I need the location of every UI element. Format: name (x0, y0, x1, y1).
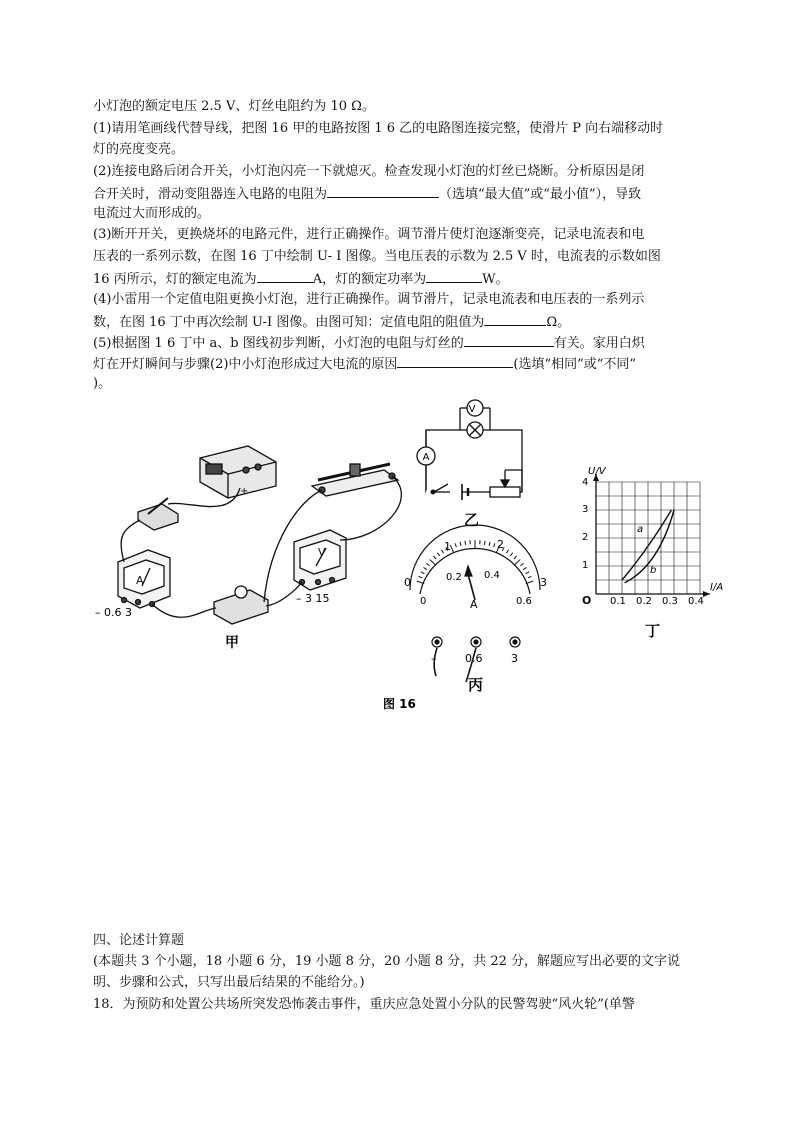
ammeter-terminal-labels: – 0.6 3 (95, 606, 132, 619)
dial-terminal-06: 0.6 (465, 652, 483, 665)
ammeter-symbol: A (136, 574, 144, 587)
dial-tick (426, 563, 429, 565)
ui-graph (593, 474, 710, 597)
q-part4-line1: (4)小雷用一个定值电阻更换小灯泡，进行正确操作。调节滑片，记录电流表和电压表的一系列示 (93, 292, 645, 307)
graph-origin: O (582, 594, 592, 607)
dial-scale-bottom-2: 0.4 (484, 570, 500, 581)
dial-scale-bottom-3: 0.6 (516, 596, 532, 607)
figure-16 (0, 390, 794, 730)
q-part3-line3-text-b: A，灯的额定功率为 (312, 272, 427, 287)
ammeter-physical (118, 550, 170, 608)
power-supply (200, 446, 276, 498)
dial-scale-top-2: 2 (497, 538, 504, 551)
graph-ytick-2: 2 (582, 532, 589, 543)
ui-graph-grid (596, 482, 700, 594)
dial-terminal-neg: – (431, 652, 437, 665)
dial-scale-top-3: 3 (540, 576, 547, 589)
intro-line: 小灯泡的额定电压 2.5 V、灯丝电阻约为 10 Ω。 (93, 99, 375, 114)
dial-tick (460, 542, 461, 546)
q-part2-line2-text-b: （选填“最大值”或“最小值”），导致 (439, 187, 642, 202)
dial-tick (526, 572, 529, 574)
answer-blank-resistor-value[interactable] (484, 311, 546, 326)
figure-caption: 图 16 (383, 697, 416, 711)
curve-a-line (622, 510, 671, 580)
svg-text:+ –: + – (240, 486, 257, 497)
q-part3-line2: 压表的一系列示数，在图 16 丁中绘制 U- I 图像。当电压表的示数为 2.5 V 时，电流表的示数如图 (93, 249, 661, 264)
dial-tick (419, 576, 423, 578)
ammeter-dial-ticks (417, 540, 534, 584)
dial-tick (455, 543, 456, 547)
q-part2-line1: (2)连接电路后闭合开关，小灯泡闪亮一下就熄灭。检查发现小灯泡的灯丝已烧断。分析原因是闭 (93, 164, 645, 179)
dial-tick (430, 560, 436, 565)
dial-tick (528, 576, 532, 578)
dial-tick (421, 572, 424, 574)
graph-ytick-4: 4 (582, 477, 589, 488)
dial-scale-top-1: 1 (444, 540, 451, 553)
graph-xtick-04: 0.4 (688, 596, 704, 607)
voltmeter-terminal-labels: – 3 15 (296, 592, 330, 605)
dial-scale-bottom-1: 0.2 (446, 572, 462, 583)
q-part5-line1-text-b: 有关。家用白炽 (553, 336, 645, 351)
dial-tick (520, 563, 523, 565)
graph-xtick-03: 0.3 (662, 596, 678, 607)
voltmeter-physical (294, 530, 346, 590)
q-part5-line3: )。 (93, 376, 112, 391)
q-part1-line1: (1)请用笔画线代替导线，把图 16 甲的电路按图 1 6 乙的电路图连接完整，使滑片 P 向右端移动时 (93, 121, 664, 136)
label-jia: 甲 (225, 635, 239, 651)
answer-blank-same-different[interactable] (397, 353, 513, 368)
switch (138, 498, 178, 530)
answer-blank-resistance[interactable] (327, 183, 439, 198)
graph-ytick-3: 3 (582, 504, 589, 515)
q-part1-line2: 灯的亮度变亮。 (93, 142, 185, 157)
label-yi: 乙 (464, 511, 480, 529)
graph-ytick-1: 1 (582, 560, 589, 571)
dial-unit: A (470, 598, 478, 611)
q-part5-line2-text-b: (选填“相同”或“不同” (513, 357, 637, 372)
q-part3-line1: (3)断开开关，更换烧坏的电路元件，进行正确操作。调节滑片使灯泡逐渐变亮，记录电流表和电 (93, 227, 645, 242)
dial-tick (514, 560, 520, 565)
q-part5-line2 (93, 353, 713, 375)
curve-a-label: a (637, 524, 644, 535)
dial-tick (489, 542, 490, 546)
dial-tick (437, 553, 439, 556)
dial-tick (506, 550, 508, 553)
dial-scale-bottom-0: 0 (420, 596, 427, 607)
dial-tick (433, 556, 436, 559)
dial-tick (494, 543, 495, 547)
q-part3-line3 (93, 268, 713, 290)
q-part2-line2 (93, 183, 713, 205)
section4-heading: 四、论述计算题 (93, 933, 185, 948)
dial-scale-top-0: 0 (404, 576, 411, 589)
curve-b-label: b (650, 565, 657, 576)
q-part4-line2-text-a: 数，在图 16 丁中再次绘制 U-I 图像。由图可知：定值电阻的阻值为 (93, 315, 485, 330)
dial-terminal-3: 3 (511, 652, 518, 665)
graph-xtick-01: 0.1 (610, 596, 626, 607)
q-part5-line2-text-a: 灯在开灯瞬间与步骤(2)中小灯泡形成过大电流的原因 (93, 357, 398, 372)
circuit-schematic (417, 400, 522, 500)
q-part3-line3-text-a: 16 丙所示，灯的额定电流为 (93, 272, 257, 287)
q-part4-line2 (93, 311, 713, 333)
answer-blank-power[interactable] (426, 268, 482, 283)
q-part2-line2-text-a: 合开关时，滑动变阻器连入电路的电阻为 (93, 187, 328, 202)
answer-blank-filament[interactable] (464, 332, 554, 347)
dial-tick (510, 553, 512, 556)
answer-blank-current[interactable] (257, 268, 313, 283)
label-ding: 丁 (645, 622, 661, 640)
dial-tick (484, 541, 485, 545)
question-18: 18．为预防和处置公共场所突发恐怖袭击事件，重庆应急处置小分队的民警驾驶“风火轮”(单警 (93, 997, 635, 1012)
dial-tick (424, 567, 427, 569)
q-part3-line3-text-c: W。 (482, 272, 509, 287)
circuit-physical (118, 446, 401, 624)
section4-instructions-line2: 明、步骤和公式，只写出最后结果的不能给分。) (93, 975, 365, 990)
section4-instructions-line1: (本题共 3 个小题，18 小题 6 分，19 小题 8 分，20 小题 8 分，共 22 分，解题应写出必要的文字说 (93, 954, 681, 969)
dial-tick (514, 556, 517, 559)
rheostat (312, 464, 398, 496)
dial-tick (465, 541, 466, 545)
schematic-ammeter-symbol: A (422, 452, 430, 463)
graph-xtick-02: 0.2 (636, 596, 652, 607)
label-bing: 丙 (468, 676, 484, 694)
dial-tick (523, 567, 526, 569)
q-part5-line1-text-a: (5)根据图 1 6 丁中 a、b 图线初步判断，小灯泡的电阻与灯丝的 (93, 336, 464, 351)
q-part2-line3: 电流过大而形成的。 (93, 206, 211, 221)
q-part4-line2-text-b: Ω。 (546, 315, 571, 330)
q-part5-line1 (93, 332, 713, 354)
voltmeter-symbol: V (318, 546, 326, 559)
bulb-physical (214, 586, 268, 624)
graph-ylabel: U/V (588, 466, 606, 477)
schematic-voltmeter-symbol: V (468, 404, 476, 415)
graph-xlabel: I/A (710, 582, 724, 593)
